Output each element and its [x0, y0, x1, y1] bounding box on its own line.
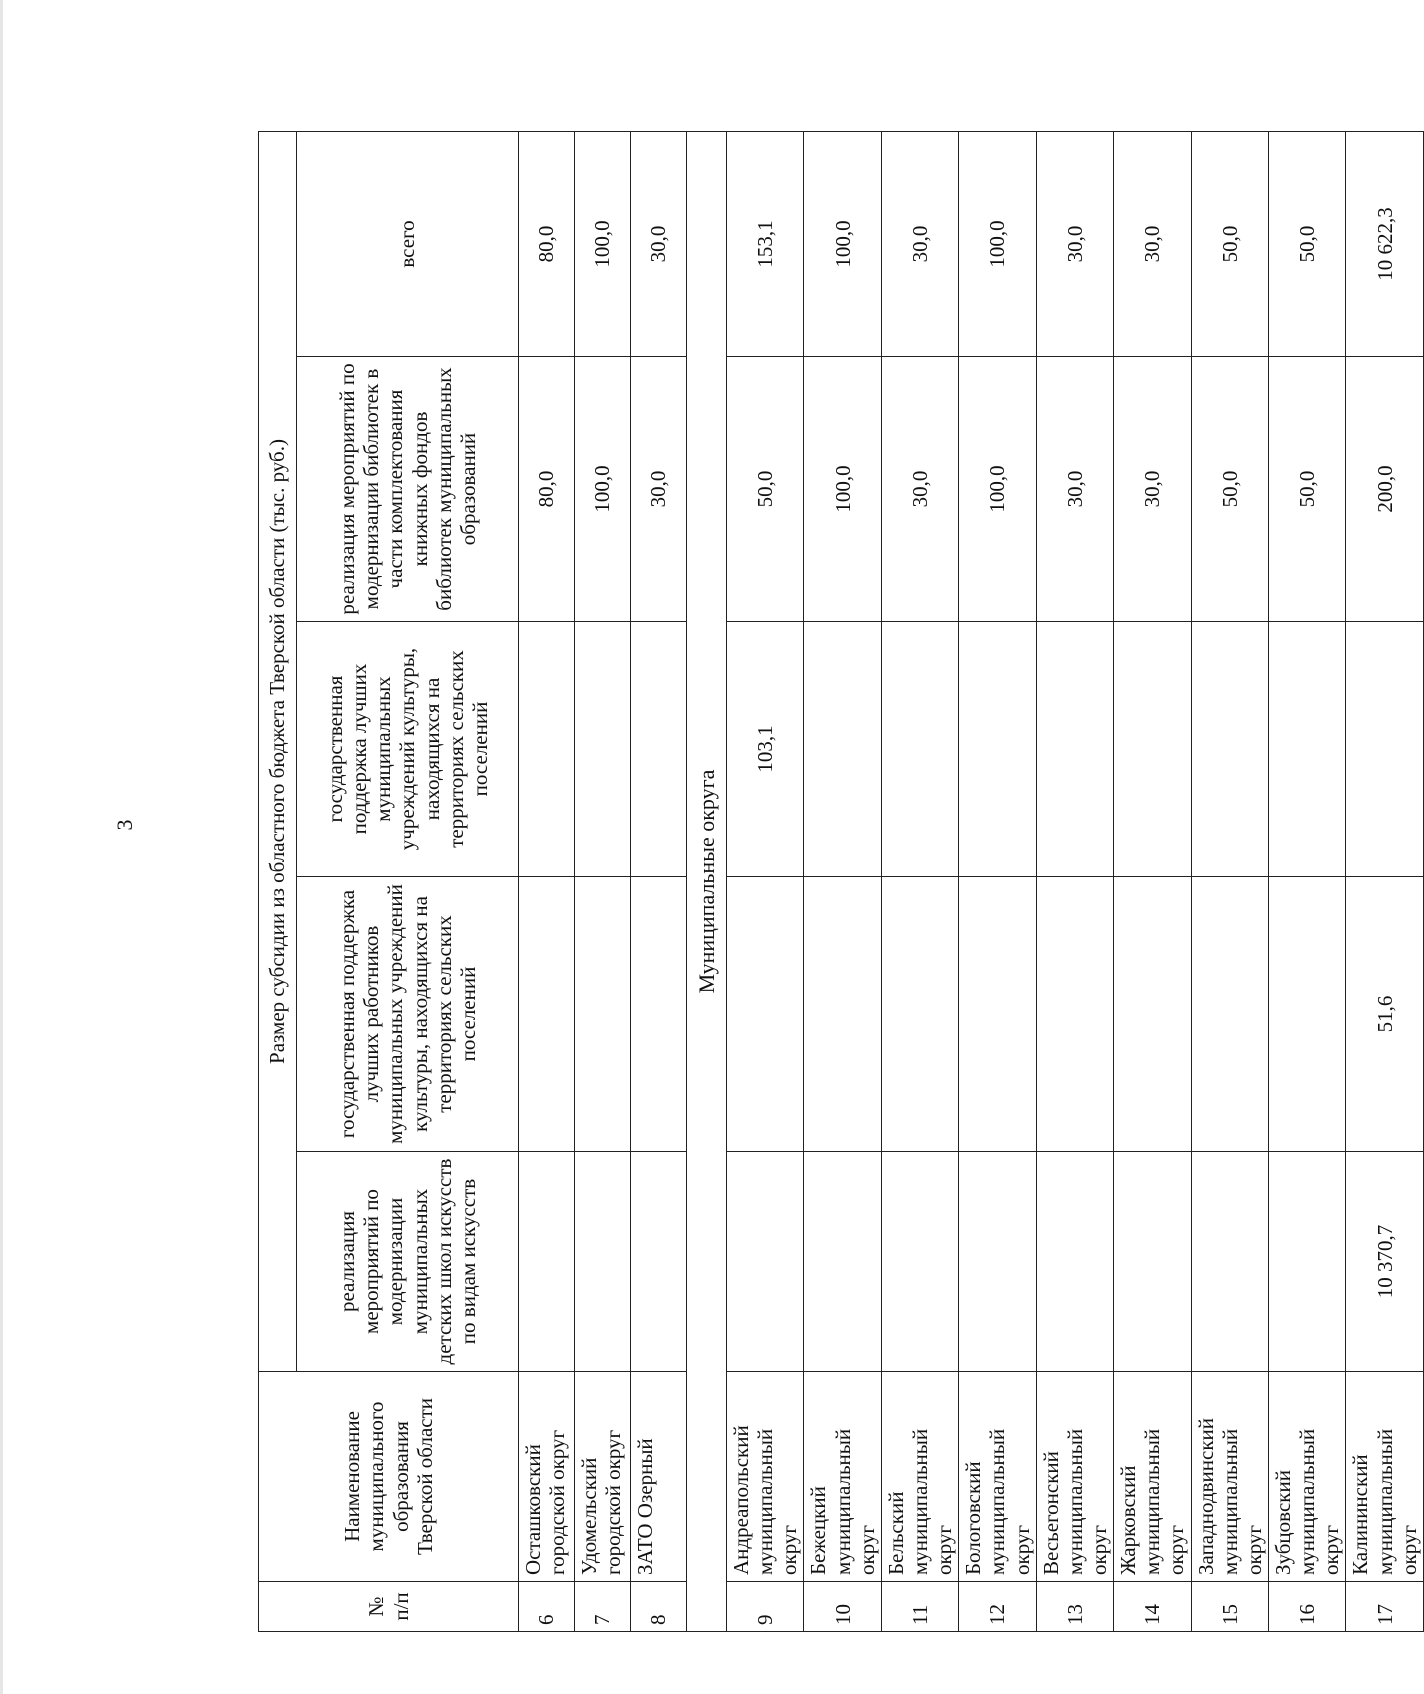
row-index: 14 — [1114, 1582, 1191, 1632]
row-cell-col-1 — [519, 1152, 575, 1372]
row-cell-total: 100,0 — [575, 131, 631, 356]
row-cell-col-4: 30,0 — [1114, 357, 1191, 622]
row-cell-total: 30,0 — [1114, 131, 1191, 356]
row-cell-col-4: 100,0 — [804, 357, 881, 622]
row-cell-total: 30,0 — [881, 131, 958, 356]
row-index: 8 — [631, 1582, 687, 1632]
table-row — [1191, 131, 1268, 1631]
table-row — [881, 131, 958, 1631]
table-row — [1346, 131, 1423, 1631]
row-cell-col-3 — [1114, 622, 1191, 877]
row-cell-col-2 — [631, 877, 687, 1152]
row-cell-total: 100,0 — [804, 131, 881, 356]
table-body-top — [519, 131, 687, 1631]
row-index: 7 — [575, 1582, 631, 1632]
row-name: Весьегонский муниципальный округ — [1036, 1372, 1113, 1582]
row-cell-col-2 — [881, 877, 958, 1152]
table-row — [575, 131, 631, 1631]
row-cell-col-2 — [575, 877, 631, 1152]
row-cell-total: 30,0 — [631, 131, 687, 356]
row-name: Калининский муниципальный округ — [1346, 1372, 1423, 1582]
row-cell-col-3 — [575, 622, 631, 877]
header-col-3: государственная поддержка лучших муниципальных учреждений культуры, находящихся на территориях сельских поселений — [297, 622, 519, 877]
row-cell-col-2 — [727, 877, 804, 1152]
row-index: 16 — [1268, 1582, 1345, 1632]
row-cell-col-4: 50,0 — [727, 357, 804, 622]
row-name: Бежецкий муниципальный округ — [804, 1372, 881, 1582]
row-cell-col-1 — [575, 1152, 631, 1372]
row-cell-total: 30,0 — [1036, 131, 1113, 356]
row-index: 10 — [804, 1582, 881, 1632]
header-col-total: всего — [297, 131, 519, 356]
row-name: Зубцовский муниципальный округ — [1268, 1372, 1345, 1582]
row-cell-col-2 — [519, 877, 575, 1152]
row-name: Бологовский муниципальный округ — [959, 1372, 1036, 1582]
row-cell-col-4: 100,0 — [575, 357, 631, 622]
row-index: 11 — [881, 1582, 958, 1632]
row-cell-col-3 — [804, 622, 881, 877]
row-cell-col-2 — [1191, 877, 1268, 1152]
row-name: Бельский муниципальный округ — [881, 1372, 958, 1582]
row-name: Андреапольский муниципальный округ — [727, 1372, 804, 1582]
row-index: 6 — [519, 1582, 575, 1632]
row-cell-total: 153,1 — [727, 131, 804, 356]
row-index: 15 — [1191, 1582, 1268, 1632]
row-cell-col-4: 80,0 — [519, 357, 575, 622]
header-col-4: реализация мероприятий по модернизации библиотек в части комплектования книжных фондов библиотек муниципальных образований — [297, 357, 519, 622]
table-row — [959, 131, 1036, 1631]
table-row — [1114, 131, 1191, 1631]
header-group: Размер субсидии из областного бюджета Тверской области (тыс. руб.) — [259, 131, 297, 1371]
row-cell-col-1 — [1114, 1152, 1191, 1372]
row-cell-col-2 — [1036, 877, 1113, 1152]
row-cell-total: 100,0 — [959, 131, 1036, 356]
table-row — [519, 131, 575, 1631]
row-cell-col-4: 30,0 — [881, 357, 958, 622]
row-cell-col-2 — [1114, 877, 1191, 1152]
row-name: Жарковский муниципальный округ — [1114, 1372, 1191, 1582]
table-row — [631, 131, 687, 1631]
row-cell-total: 80,0 — [519, 131, 575, 356]
row-cell-col-3 — [1036, 622, 1113, 877]
table-row — [1268, 131, 1345, 1631]
header-col-2: государственная поддержка лучших работников муниципальных учреждений культуры, находящихся на территориях сельских поселений — [297, 877, 519, 1152]
row-cell-col-4: 50,0 — [1268, 357, 1345, 622]
row-cell-col-3 — [1268, 622, 1345, 877]
row-cell-col-3 — [959, 622, 1036, 877]
row-cell-col-1 — [1268, 1152, 1345, 1372]
row-cell-col-2 — [804, 877, 881, 1152]
row-cell-col-1 — [727, 1152, 804, 1372]
row-cell-col-4: 30,0 — [1036, 357, 1113, 622]
subsidy-table-container — [258, 132, 1421, 1632]
row-index: 17 — [1346, 1582, 1423, 1632]
page-number: 3 — [112, 819, 137, 831]
table-row — [727, 131, 804, 1631]
row-cell-col-4: 100,0 — [959, 357, 1036, 622]
row-index: 12 — [959, 1582, 1036, 1632]
row-cell-col-1 — [1191, 1152, 1268, 1372]
header-col-1: реализация мероприятий по модернизации муниципальных детских школ искусств по видам искусств — [297, 1152, 519, 1372]
row-cell-col-4: 200,0 — [1346, 357, 1423, 622]
header-index: № п/п — [259, 1582, 519, 1632]
row-cell-col-2: 51,6 — [1346, 877, 1423, 1152]
table-header — [259, 131, 519, 1631]
row-cell-total: 50,0 — [1191, 131, 1268, 356]
table-row — [804, 131, 881, 1631]
header-name: Наименование муниципального образования Тверской области — [259, 1372, 519, 1582]
row-cell-col-3 — [519, 622, 575, 877]
table-section — [687, 131, 727, 1631]
row-cell-col-4: 30,0 — [631, 357, 687, 622]
row-cell-col-3 — [631, 622, 687, 877]
row-cell-total: 10 622,3 — [1346, 131, 1423, 356]
row-cell-col-1 — [804, 1152, 881, 1372]
row-cell-col-2 — [959, 877, 1036, 1152]
row-name: ЗАТО Озерный — [631, 1372, 687, 1582]
row-name: Удомельский городской округ — [575, 1372, 631, 1582]
row-cell-col-1 — [631, 1152, 687, 1372]
row-cell-col-3: 103,1 — [727, 622, 804, 877]
row-cell-col-1 — [881, 1152, 958, 1372]
row-cell-col-2 — [1268, 877, 1345, 1152]
row-index: 9 — [727, 1582, 804, 1632]
row-cell-col-3 — [881, 622, 958, 877]
row-cell-col-1 — [1036, 1152, 1113, 1372]
table-row — [1036, 131, 1113, 1631]
scan-edge — [0, 0, 3, 1694]
row-cell-col-4: 50,0 — [1191, 357, 1268, 622]
subsidy-table — [258, 131, 1424, 1632]
row-index: 13 — [1036, 1582, 1113, 1632]
table-body-bottom — [727, 131, 1424, 1631]
section-title: Муниципальные округа — [687, 131, 727, 1631]
row-name: Осташковский городской округ — [519, 1372, 575, 1582]
row-cell-col-3 — [1346, 622, 1423, 877]
row-cell-total: 50,0 — [1268, 131, 1345, 356]
row-cell-col-1: 10 370,7 — [1346, 1152, 1423, 1372]
row-cell-col-1 — [959, 1152, 1036, 1372]
row-cell-col-3 — [1191, 622, 1268, 877]
row-name: Западнодвинский муниципальный округ — [1191, 1372, 1268, 1582]
